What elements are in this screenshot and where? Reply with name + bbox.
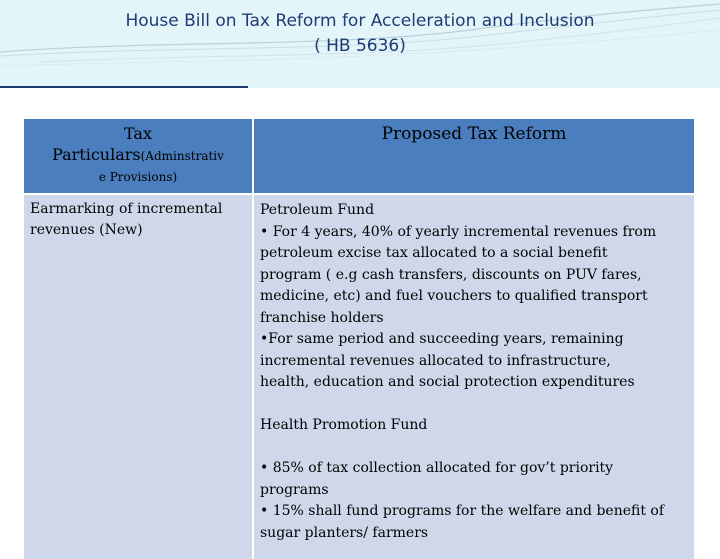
- title-underline: [0, 86, 248, 88]
- reform-line: [260, 394, 688, 416]
- reform-cell: [254, 195, 694, 559]
- reform-line: • For 4 years, 40% of yearly incremental revenues from: [260, 223, 657, 240]
- reform-line: • 15% shall fund programs for the welfare and benefit of: [260, 503, 665, 519]
- reform-line: Petroleum Fund: [260, 202, 375, 218]
- column-header-particulars: [24, 119, 252, 195]
- particulars-header-line3: e Provisions): [98, 170, 178, 184]
- particulars-line-2: revenues (New): [30, 222, 143, 238]
- particulars-line-1: Earmarking of incremental: [30, 201, 223, 217]
- reform-line: health, education and social protection expenditures: [260, 374, 635, 390]
- particulars-header-line2: Particulars: [52, 145, 141, 164]
- proposed-reform-header: Proposed Tax Reform: [381, 124, 567, 144]
- reform-lines: [254, 195, 694, 544]
- title-line-1: House Bill on Tax Reform for Acceleration and Inclusion: [125, 11, 595, 31]
- reform-line: sugar planters/ farmers: [260, 524, 429, 541]
- reform-line: program ( e.g cash transfers, discounts on PUV fares,: [260, 266, 642, 283]
- particulars-header-line2-small: (Adminstrativ: [140, 149, 224, 163]
- title-line-2: ( HB 5636): [314, 36, 406, 56]
- column-header-proposed-reform: [254, 119, 694, 195]
- page-title: [0, 9, 720, 59]
- reform-line: [260, 437, 688, 459]
- reform-line: Health Promotion Fund: [260, 417, 428, 433]
- tax-reform-table: [24, 119, 694, 559]
- reform-line: medicine, etc) and fuel vouchers to qualified transport: [260, 288, 648, 304]
- reform-line: programs: [260, 481, 329, 498]
- reform-line: •For same period and succeeding years, remaining: [260, 331, 624, 347]
- particulars-cell: [24, 195, 252, 559]
- particulars-header-line1: Tax: [124, 124, 152, 143]
- reform-line: franchise holders: [260, 309, 384, 326]
- reform-line: • 85% of tax collection allocated for gov’t priority: [260, 460, 614, 476]
- reform-line: petroleum excise tax allocated to a social benefit: [260, 245, 608, 261]
- reform-line: incremental revenues allocated to infrastructure,: [260, 352, 611, 369]
